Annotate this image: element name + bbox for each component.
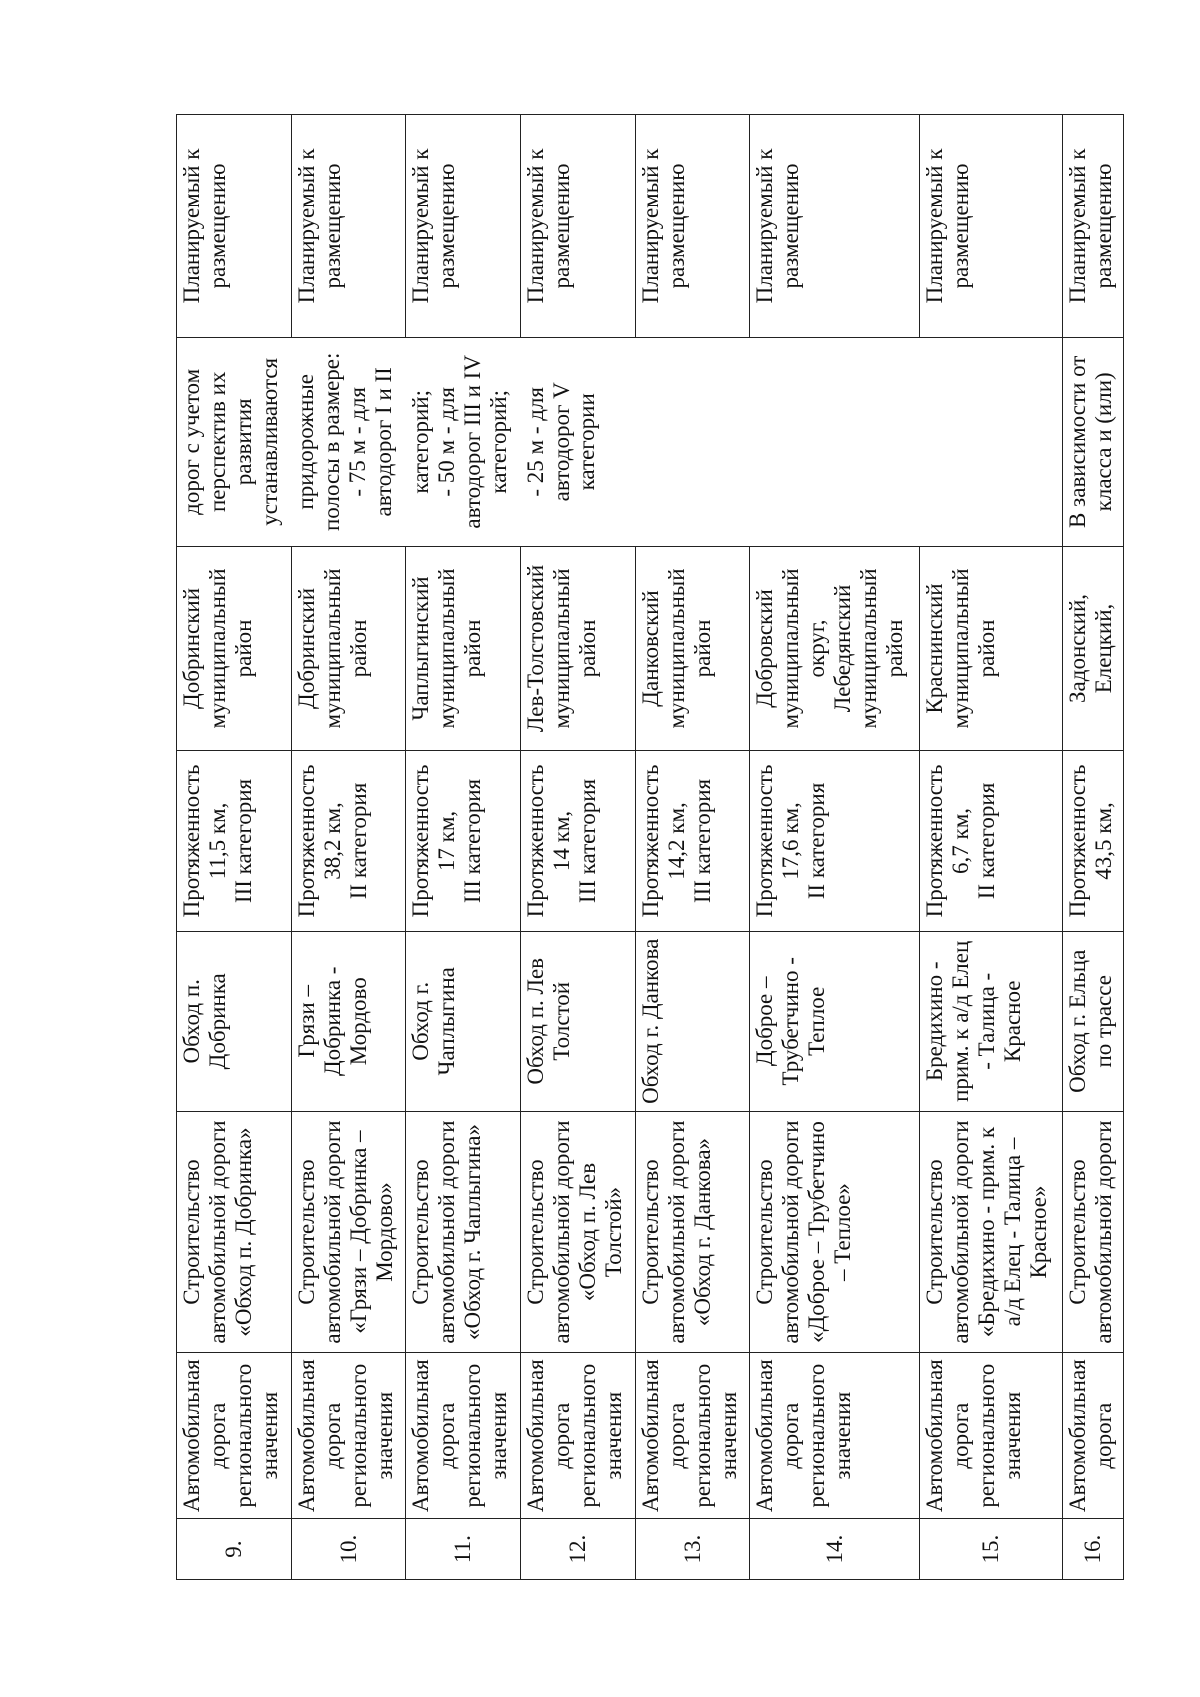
table-row <box>1062 115 1123 1580</box>
status-cell: Планируемый к размещению <box>406 115 521 338</box>
road-type-cell: Автомобильная дорога регионального значения <box>177 1353 292 1519</box>
road-name-cell: Строительство автомобильной дороги «Обход г. Данкова» <box>635 1111 750 1352</box>
status-cell: Планируемый к размещению <box>521 115 636 338</box>
table-row <box>406 115 521 1580</box>
roadside-zone-cell: категорий; - 50 м - для автодорог III и IV категорий; <box>406 337 521 546</box>
length-category-cell: Протяженность 6,7 км, II категория <box>919 751 1062 931</box>
status-cell: Планируемый к размещению <box>750 115 919 338</box>
road-type-cell: Автомобильная дорога регионального значения <box>919 1353 1062 1519</box>
planned-roads-table <box>176 114 1124 1580</box>
length-category-cell: Протяженность 17,6 км, II категория <box>750 751 919 931</box>
route-cell: Доброе – Трубетчино - Теплое <box>750 931 919 1111</box>
status-cell: Планируемый к размещению <box>1062 115 1123 338</box>
road-type-cell: Автомобильная дорога регионального значения <box>635 1353 750 1519</box>
roadside-zone-cell: придорожные полосы в размере: - 75 м - для автодорог I и II <box>291 337 406 546</box>
road-name-cell: Строительство автомобильной дороги <box>1062 1111 1123 1352</box>
route-cell: Грязи – Добринка - Мордово <box>291 931 406 1111</box>
row-number: 10. <box>291 1519 406 1580</box>
length-category-cell: Протяженность 43,5 км, <box>1062 751 1123 931</box>
length-category-cell: Протяженность 14 км, III категория <box>521 751 636 931</box>
table-row <box>750 115 919 1580</box>
location-cell: Добровский муниципальный округ, Лебедянский муниципальный район <box>750 546 919 751</box>
row-number: 11. <box>406 1519 521 1580</box>
location-cell: Данковский муниципальный район <box>635 546 750 751</box>
road-type-cell: Автомобильная дорога регионального значения <box>291 1353 406 1519</box>
roadside-zone-cell <box>750 337 919 546</box>
status-cell: Планируемый к размещению <box>635 115 750 338</box>
location-cell: Добринский муниципальный район <box>177 546 292 751</box>
location-cell: Задонский, Елецкий, <box>1062 546 1123 751</box>
route-cell: Обход п. Добринка <box>177 931 292 1111</box>
length-category-cell: Протяженность 11,5 км, III категория <box>177 751 292 931</box>
status-cell: Планируемый к размещению <box>291 115 406 338</box>
row-number: 13. <box>635 1519 750 1580</box>
table-row <box>521 115 636 1580</box>
road-name-cell: Строительство автомобильной дороги «Обход г. Чаплыгина» <box>406 1111 521 1352</box>
table-row <box>919 115 1062 1580</box>
roadside-zone-cell: - 25 м - для автодорог V категории <box>521 337 636 546</box>
row-number: 16. <box>1062 1519 1123 1580</box>
row-number: 12. <box>521 1519 636 1580</box>
road-name-cell: Строительство автомобильной дороги «Доброе – Трубетчино – Теплое» <box>750 1111 919 1352</box>
location-cell: Чаплыгинский муниципальный район <box>406 546 521 751</box>
row-number: 9. <box>177 1519 292 1580</box>
status-cell: Планируемый к размещению <box>919 115 1062 338</box>
route-cell: Обход г. Ельца по трассе <box>1062 931 1123 1111</box>
row-number: 14. <box>750 1519 919 1580</box>
road-type-cell: Автомобильная дорога регионального значения <box>750 1353 919 1519</box>
table-row <box>177 115 292 1580</box>
rotated-table-wrapper <box>176 114 1124 1580</box>
road-name-cell: Строительство автомобильной дороги «Обход п. Лев Толстой» <box>521 1111 636 1352</box>
road-name-cell: Строительство автомобильной дороги «Обход п. Добринка» <box>177 1111 292 1352</box>
length-category-cell: Протяженность 17 км, III категория <box>406 751 521 931</box>
location-cell: Краснинский муниципальный район <box>919 546 1062 751</box>
route-cell: Обход п. Лев Толстой <box>521 931 636 1111</box>
roadside-zone-cell <box>919 337 1062 546</box>
table-row <box>635 115 750 1580</box>
table-body <box>177 115 1124 1580</box>
road-type-cell: Автомобильная дорога регионального значения <box>521 1353 636 1519</box>
route-cell: Бредихино - прим. к а/д Елец - Талица - Красное <box>919 931 1062 1111</box>
roadside-zone-cell <box>635 337 750 546</box>
road-name-cell: Строительство автомобильной дороги «Бредихино - прим. к а/д Елец - Талица – Красное» <box>919 1111 1062 1352</box>
road-type-cell: Автомобильная дорога регионального значения <box>406 1353 521 1519</box>
status-cell: Планируемый к размещению <box>177 115 292 338</box>
roadside-zone-cell: В зависимости от класса и (или) <box>1062 337 1123 546</box>
length-category-cell: Протяженность 38,2 км, II категория <box>291 751 406 931</box>
table-row <box>291 115 406 1580</box>
route-cell: Обход г. Данкова <box>635 931 750 1111</box>
roadside-zone-cell: дорог с учетом перспектив их развития устанавливаются <box>177 337 292 546</box>
road-name-cell: Строительство автомобильной дороги «Грязи – Добринка – Мордово» <box>291 1111 406 1352</box>
route-cell: Обход г. Чаплыгина <box>406 931 521 1111</box>
location-cell: Лев-Толстовский муниципальный район <box>521 546 636 751</box>
row-number: 15. <box>919 1519 1062 1580</box>
location-cell: Добринский муниципальный район <box>291 546 406 751</box>
document-page <box>176 114 1124 1580</box>
length-category-cell: Протяженность 14,2 км, III категория <box>635 751 750 931</box>
road-type-cell: Автомобильная дорога <box>1062 1353 1123 1519</box>
